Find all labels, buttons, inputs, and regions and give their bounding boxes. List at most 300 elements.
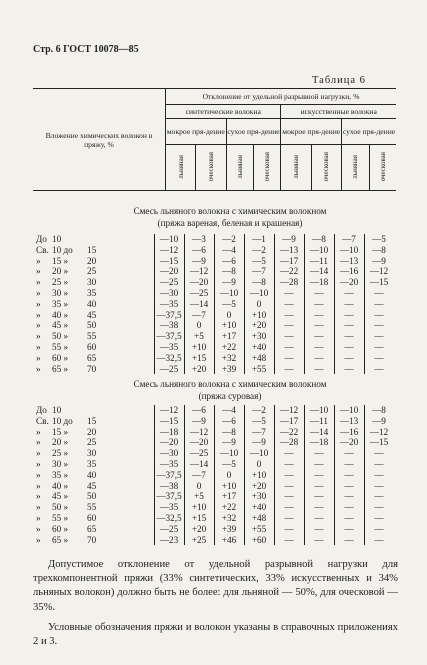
table-cell: —: [314, 480, 324, 491]
table-cell: —: [284, 331, 294, 342]
range-label: 50 »: [52, 502, 69, 513]
table-row: [33, 331, 403, 342]
table-cell: —: [314, 331, 324, 342]
table-cell: —14: [189, 459, 209, 469]
table-cell: —: [374, 523, 384, 534]
range-label: 20: [87, 426, 97, 437]
range-label: 15: [87, 415, 97, 426]
group-artificial: искусственные волокна: [281, 105, 396, 119]
table-cell: —: [374, 320, 384, 331]
table-cell: +15: [191, 513, 207, 523]
range-label: 55: [87, 331, 97, 342]
column-rule: [244, 405, 245, 545]
column-rule: [214, 405, 215, 545]
table-cell: —25: [159, 523, 179, 534]
range-label: Св.: [36, 415, 49, 426]
table-cell: —12: [189, 426, 209, 437]
range-label: 30: [87, 448, 97, 459]
table-cell: —20: [189, 437, 209, 448]
table-cell: —: [314, 309, 324, 320]
table-cell: —: [374, 502, 384, 513]
table-cell: —25: [189, 288, 209, 298]
range-label: »: [36, 448, 41, 459]
column-rule: [334, 405, 335, 545]
table-cell: —9: [222, 437, 236, 448]
range-label: 50: [87, 320, 97, 331]
range-label: 65: [87, 352, 97, 363]
range-label: 55 »: [52, 513, 69, 523]
range-label: 10: [52, 234, 62, 244]
table-cell: —1: [252, 234, 266, 244]
table-cell: —35: [159, 502, 179, 513]
table-cell: —15: [369, 277, 389, 288]
subgroup-dry-2: сухое пря-дение: [342, 119, 396, 145]
table-row: [33, 524, 403, 535]
column-rule: [364, 405, 365, 545]
table-cell: +22: [221, 342, 237, 352]
range-label: 40: [87, 469, 97, 480]
range-label: 20 »: [52, 266, 69, 277]
range-label: 35: [87, 288, 97, 298]
table-cell: —: [284, 459, 294, 469]
column-rule: [184, 234, 185, 374]
table-cell: —: [344, 523, 354, 534]
table-cell: —20: [159, 437, 179, 448]
table-cell: —3: [192, 234, 206, 244]
table-cell: —: [374, 288, 384, 298]
table-cell: —5: [222, 298, 236, 309]
range-label: »: [36, 342, 41, 352]
table-cell: —: [344, 480, 354, 491]
section-2-title: Смесь льняного волокна с химическим волокном (пряжа суровая): [133, 379, 327, 401]
range-label: 65 »: [52, 534, 69, 545]
table-cell: —16: [339, 266, 359, 277]
col-header: [196, 145, 226, 191]
subgroup-dry-1: сухое пря-дение: [226, 119, 281, 145]
table-cell: —5: [372, 234, 386, 244]
table-cell: —18: [309, 277, 329, 288]
table-row: [33, 364, 403, 375]
table-cell: —5: [252, 255, 266, 266]
column-rule: [304, 405, 305, 545]
range-label: »: [36, 523, 41, 534]
range-label: До: [36, 234, 47, 244]
table-cell: —: [314, 352, 324, 363]
table-cell: —35: [159, 342, 179, 352]
table-cell: —20: [159, 266, 179, 277]
table-cell: +46: [221, 534, 237, 545]
table-row: [33, 481, 403, 492]
table-cell: +20: [251, 480, 267, 491]
table-cell: 0: [226, 469, 232, 480]
range-label: »: [36, 426, 41, 437]
table-cell: —: [344, 513, 354, 523]
table-cell: —23: [159, 534, 179, 545]
table-row: [33, 299, 403, 310]
table-cell: —: [374, 309, 384, 320]
table-cell: —: [314, 534, 324, 545]
table-cell: —8: [252, 277, 266, 288]
table-cell: —: [344, 342, 354, 352]
table-cell: —30: [159, 448, 179, 459]
range-label: 30 »: [52, 288, 69, 298]
range-label: »: [36, 331, 41, 342]
table-cell: +48: [251, 513, 267, 523]
table-cell: —: [344, 363, 354, 374]
table-cell: +17: [221, 331, 237, 342]
table-row: [33, 277, 403, 288]
range-label: 40: [87, 298, 97, 309]
table-cell: —: [284, 352, 294, 363]
column-rule: [274, 405, 275, 545]
table-cell: —: [314, 448, 324, 459]
col-header: [369, 145, 396, 191]
range-label: »: [36, 298, 41, 309]
table-row: [33, 245, 403, 256]
range-label: »: [36, 266, 41, 277]
table-cell: —15: [159, 415, 179, 426]
table-cell: —25: [189, 448, 209, 459]
table-cell: +5: [194, 331, 204, 342]
table-cell: —: [344, 352, 354, 363]
range-label: »: [36, 502, 41, 513]
table-cell: +5: [194, 491, 204, 502]
table-cell: —10: [249, 288, 269, 298]
table-cell: 0: [256, 459, 262, 469]
table-cell: —37,5: [156, 331, 182, 342]
table-cell: —: [314, 502, 324, 513]
table-cell: —6: [192, 405, 206, 415]
range-label: »: [36, 352, 41, 363]
range-label: 45: [87, 480, 97, 491]
page-header: Стр. 6 ГОСТ 10078—85: [33, 44, 139, 55]
table-cell: —8: [372, 244, 386, 255]
table-cell: —13: [339, 255, 359, 266]
table-cell: —28: [279, 437, 299, 448]
table-cell: 0: [196, 480, 202, 491]
table-cell: —35: [159, 298, 179, 309]
column-rule: [154, 405, 155, 545]
range-label: 35 »: [52, 298, 69, 309]
table-row: [33, 448, 403, 459]
table-cell: +60: [251, 534, 267, 545]
table-cell: —37,5: [156, 491, 182, 502]
col-header: [226, 145, 253, 191]
table-cell: —7: [192, 469, 206, 480]
table-cell: —: [284, 342, 294, 352]
table-cell: —: [284, 523, 294, 534]
table-cell: —38: [159, 480, 179, 491]
range-label: 25: [87, 437, 97, 448]
table-cell: —25: [159, 363, 179, 374]
table-cell: —: [344, 320, 354, 331]
table-cell: —: [284, 480, 294, 491]
range-label: Св.: [36, 244, 49, 255]
notes: [33, 558, 398, 649]
table-cell: —: [284, 534, 294, 545]
range-label: 25 »: [52, 277, 69, 288]
table-row: [33, 416, 403, 427]
table-cell: —7: [252, 426, 266, 437]
range-label: 10 до: [52, 244, 73, 255]
table-cell: —: [374, 352, 384, 363]
table-cell: —4: [222, 244, 236, 255]
table-cell: —: [344, 469, 354, 480]
range-label: »: [36, 255, 41, 266]
table-cell: —10: [339, 244, 359, 255]
table-row: [33, 470, 403, 481]
table-row: [33, 405, 403, 416]
table-row: [33, 266, 403, 277]
col-header: [342, 145, 370, 191]
table-cell: —9: [222, 277, 236, 288]
table-row: [33, 535, 403, 546]
table-cell: —30: [159, 288, 179, 298]
column-rule: [304, 234, 305, 374]
table-row: [33, 288, 403, 299]
table-row: [33, 459, 403, 470]
table-cell: +55: [251, 523, 267, 534]
table-cell: —: [314, 491, 324, 502]
table-cell: —: [374, 459, 384, 469]
col-header: [254, 145, 281, 191]
table-cell: —: [344, 309, 354, 320]
table-cell: —: [284, 309, 294, 320]
range-label: »: [36, 288, 41, 298]
table-cell: —: [344, 502, 354, 513]
range-label: »: [36, 513, 41, 523]
table-cell: —17: [279, 415, 299, 426]
col-header: [166, 145, 196, 191]
table-row: [33, 234, 403, 245]
col-header-text: льняная: [176, 154, 185, 179]
table-cell: —18: [309, 437, 329, 448]
table-cell: —9: [252, 437, 266, 448]
table-cell: —: [314, 523, 324, 534]
range-label: 15 »: [52, 426, 69, 437]
range-label: 30 »: [52, 459, 69, 469]
table-cell: —: [284, 298, 294, 309]
table-row: [33, 353, 403, 364]
table-cell: —15: [159, 255, 179, 266]
table-cell: —12: [369, 426, 389, 437]
table-row: [33, 437, 403, 448]
table-cell: —22: [279, 426, 299, 437]
table-cell: —14: [309, 426, 329, 437]
table-cell: —: [344, 534, 354, 545]
table-cell: —22: [279, 266, 299, 277]
col-header-text: оческовая: [378, 151, 387, 182]
table-cell: —12: [279, 405, 299, 415]
table-row: [33, 256, 403, 267]
table-cell: —4: [222, 405, 236, 415]
range-label: »: [36, 320, 41, 331]
table-cell: —: [314, 288, 324, 298]
table-cell: —: [374, 363, 384, 374]
range-label: 25: [87, 266, 97, 277]
table-cell: —: [284, 288, 294, 298]
range-label: 70: [87, 534, 97, 545]
table-cell: —: [284, 448, 294, 459]
table-cell: —: [284, 320, 294, 331]
table-cell: +39: [221, 523, 237, 534]
col-header: [311, 145, 341, 191]
table-cell: +20: [191, 523, 207, 534]
table-cell: —6: [222, 415, 236, 426]
table-cell: +40: [251, 342, 267, 352]
range-label: До: [36, 405, 47, 415]
table-cell: —2: [222, 234, 236, 244]
table-cell: —: [314, 320, 324, 331]
table-cell: —: [344, 298, 354, 309]
table-cell: —: [284, 469, 294, 480]
table-cell: —17: [279, 255, 299, 266]
table-cell: —12: [159, 244, 179, 255]
range-label: 30: [87, 277, 97, 288]
col-header-text: оческовая: [206, 151, 215, 182]
table-cell: —: [284, 502, 294, 513]
table-cell: —: [314, 298, 324, 309]
table-cell: —10: [309, 405, 329, 415]
table-cell: —7: [342, 234, 356, 244]
table-cell: +39: [221, 363, 237, 374]
table-cell: —: [374, 448, 384, 459]
column-rule: [334, 234, 335, 374]
table-cell: +10: [251, 309, 267, 320]
range-label: »: [36, 277, 41, 288]
table-cell: +32: [221, 352, 237, 363]
column-rule: [154, 234, 155, 374]
range-label: 65: [87, 523, 97, 534]
table-cell: 0: [196, 320, 202, 331]
table-cell: —37,5: [156, 309, 182, 320]
table-cell: —8: [372, 405, 386, 415]
table-cell: —10: [219, 448, 239, 459]
table-row: [33, 342, 403, 353]
table-cell: +10: [191, 502, 207, 513]
section-1-title: Смесь льняного волокна с химическим волокном (пряжа вареная, беленая и крашеная): [133, 206, 327, 228]
table-cell: —10: [219, 288, 239, 298]
col-header-text: льняная: [351, 154, 360, 179]
table-cell: —: [284, 363, 294, 374]
table-cell: —14: [309, 266, 329, 277]
table-cell: —25: [159, 277, 179, 288]
range-label: 60: [87, 342, 97, 352]
column-rule: [274, 234, 275, 374]
table-cell: —16: [339, 426, 359, 437]
range-label: 40 »: [52, 309, 69, 320]
table-cell: —: [344, 448, 354, 459]
table-cell: —: [374, 480, 384, 491]
table-cell: —: [314, 513, 324, 523]
range-label: »: [36, 459, 41, 469]
table-cell: —7: [192, 309, 206, 320]
table-header: [33, 88, 396, 191]
table-cell: —: [344, 459, 354, 469]
table-cell: —: [344, 331, 354, 342]
table-cell: —10: [159, 234, 179, 244]
table-cell: +30: [251, 491, 267, 502]
table-cell: —5: [222, 459, 236, 469]
range-label: 65 »: [52, 363, 69, 374]
table-row: [33, 491, 403, 502]
col-header-text: льняная: [292, 154, 301, 179]
range-label: 60 »: [52, 352, 69, 363]
table-cell: —: [374, 331, 384, 342]
table-cell: —11: [309, 415, 329, 426]
table-cell: —10: [249, 448, 269, 459]
table-cell: —: [314, 469, 324, 480]
range-label: 55 »: [52, 342, 69, 352]
range-label: »: [36, 363, 41, 374]
range-label: 25 »: [52, 448, 69, 459]
table-cell: —: [314, 459, 324, 469]
table-cell: —13: [339, 415, 359, 426]
range-label: »: [36, 469, 41, 480]
table-row: [33, 513, 403, 524]
table-cell: —5: [252, 415, 266, 426]
table-cell: —10: [339, 405, 359, 415]
group-synthetic: синтетические волокна: [166, 105, 281, 119]
table-cell: —: [344, 288, 354, 298]
table-cell: —12: [159, 405, 179, 415]
table-cell: —: [374, 342, 384, 352]
table-cell: +40: [251, 502, 267, 513]
table-cell: +55: [251, 363, 267, 374]
table-cell: —14: [189, 298, 209, 309]
table-cell: —35: [159, 459, 179, 469]
table-row: [33, 310, 403, 321]
table-cell: —: [374, 491, 384, 502]
column-rule: [214, 234, 215, 374]
table-cell: —: [374, 513, 384, 523]
range-label: 40 »: [52, 480, 69, 491]
range-label: 45 »: [52, 491, 69, 502]
table-cell: —12: [369, 266, 389, 277]
subgroup-wet-2: мокрое пря-дение: [281, 119, 342, 145]
table-cell: +15: [191, 352, 207, 363]
table-cell: —20: [189, 277, 209, 288]
stub-header: Вложение химических волокон в пряжу, %: [33, 89, 166, 191]
range-label: 55: [87, 502, 97, 513]
range-label: 50 »: [52, 331, 69, 342]
table-cell: —12: [189, 266, 209, 277]
range-label: 35 »: [52, 469, 69, 480]
table-cell: —9: [192, 255, 206, 266]
table-cell: —: [374, 298, 384, 309]
table-cell: —8: [312, 234, 326, 244]
range-label: 60 »: [52, 523, 69, 534]
table-row: [33, 427, 403, 438]
note-paragraph: Допустимое отклонение от удельной разрывной нагрузки для трехкомпонентной пряжи (33% синтетических, 33% искусственных и 34% льняных волокон) должно быть не более: для льняной — 50%, для оческовой — 35%.: [33, 559, 398, 613]
range-label: 45: [87, 309, 97, 320]
table-cell: —6: [192, 244, 206, 255]
table-cell: —: [284, 491, 294, 502]
table-cell: —11: [309, 255, 329, 266]
table-cell: +30: [251, 331, 267, 342]
table-cell: —: [344, 491, 354, 502]
range-label: 20: [87, 255, 97, 266]
range-label: 70: [87, 363, 97, 374]
table-cell: +10: [251, 469, 267, 480]
table-cell: —7: [252, 266, 266, 277]
table-cell: —: [314, 342, 324, 352]
table-cell: —15: [369, 437, 389, 448]
table-cell: —8: [222, 426, 236, 437]
table-cell: +32: [221, 513, 237, 523]
table-cell: —: [314, 363, 324, 374]
table-cell: —9: [282, 234, 296, 244]
